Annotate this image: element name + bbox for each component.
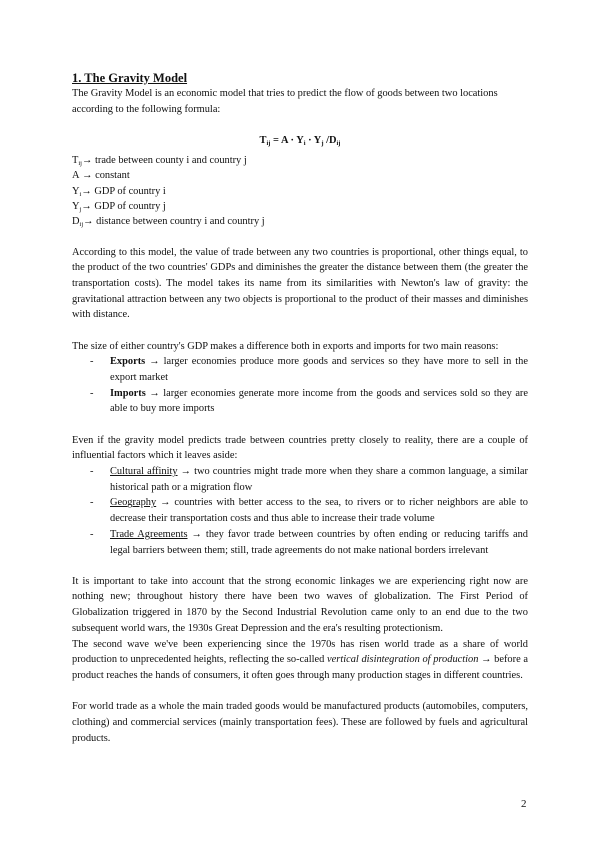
intro-paragraph: The Gravity Model is an economic model that tries to predict the flow of goods between two locations according to the following formula: [72,88,498,115]
definition-item: $T_{ij}\to$ trade between county i and country j [72,155,247,168]
paragraph-traded-goods: For world trade as a whole the main traded goods would be manufactured products (automobiles, computers, clothing) and commercial services (mainly transportation fees). These are followed by fuels and agricultural products. [72,701,528,744]
gravity-formula: $T_{ij} = A \cdot Y_i \cdot Y_j$ $/D_{ij}$ [259,135,341,148]
section-heading: 1. The Gravity Model [72,71,188,85]
definition-item: $D_{ij}\to$ distance between country i and country j [72,215,265,228]
list-item: - Imports → larger economies generate more income from the goods and services sold so they are able to buy more imports [90,387,528,415]
list-item: - Trade Agreements → they favor trade between countries by often ending or reducing tariffs and legal barriers between them; still, trade agreements do not make national borders irrelevant [90,528,528,556]
factors-list [72,464,528,558]
paragraph-second-wave: The second wave we've been experiencing since the 1970s has risen world trade as a share of world production to unprecedented heights, reflecting the so-called vertical disintegration of production → before a product reaches the hands of consumers, it often goes through many production stages in different countries. [72,638,528,681]
list-item: - Cultural affinity → two countries might trade more when they share a common language, a similar historical path or a migration flow [90,466,528,493]
list-item: - Exports → larger economies produce more goods and services so they have more to sell in the export market [90,356,528,384]
paragraph-gdp-reasons: The size of either country's GDP makes a difference both in exports and imports for two main reasons: [72,340,499,352]
paragraph-proportionality: According to this model, the value of trade between any two countries is proportional, other things equal, to the product of the two countries' GDPs and diminishes the greater the distance between them (the greater the transportation costs). The model takes its name from its similarities with Newton's law of gravity: the gravitational attraction between any two objects is proportional to the product of their masses and diminishes with distance. [72,246,528,321]
document-page [72,70,528,746]
definition-item: $Y_i\to$ GDP of country i [72,185,166,198]
paragraph-factors-intro: Even if the gravity model predicts trade between countries pretty closely to reality, there are a couple of influential factors which it leaves aside: [72,434,528,462]
formula-definitions [72,153,528,229]
page-number: 2 [521,798,527,810]
paragraph-globalization-waves: It is important to take into account that the strong economic linkages we are experiencing right now are nothing new; throughout history there have been two waves of globalization. The First Period of Globalization triggered in 1870 by the Second Industrial Revolution came only to an end due to the two subsequent world wars, the 1930s Great Depression and the era's resulting protectionism. [72,575,528,634]
reasons-list [72,354,528,417]
list-item: - Geography → countries with better access to the sea, to rivers or to richer neighbors are able to decrease their transportation costs and thus able to increase their trade volume [90,497,528,525]
definition-item: $Y_j\to$ GDP of country j [72,200,166,213]
definition-item: A → constant [72,170,130,182]
